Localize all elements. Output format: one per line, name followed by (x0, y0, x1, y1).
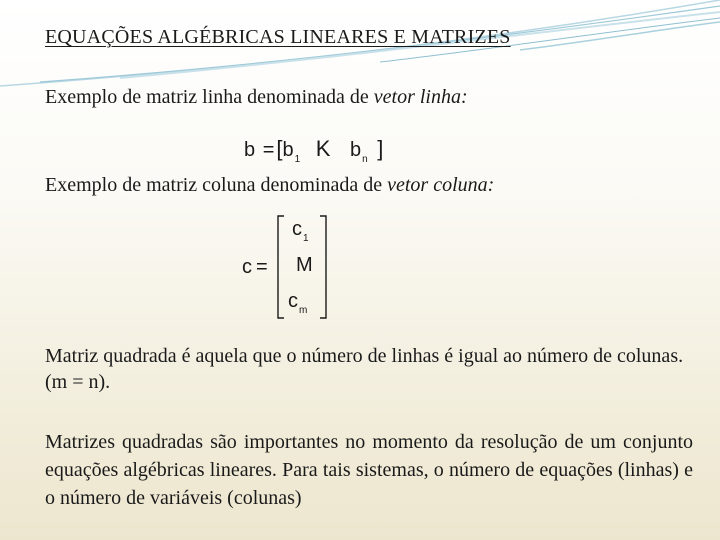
col-vector-right-bracket (318, 214, 328, 320)
row-vector-first-sub: 1 (294, 154, 301, 165)
row-vector-lhs: b (244, 139, 256, 161)
col-vector-description (45, 172, 494, 198)
col-vector-ellipsis: M (296, 254, 313, 276)
row-vector-last: b (350, 139, 362, 161)
col-vector-left-bracket (276, 214, 286, 320)
col-vector-first-letter: c (292, 218, 302, 240)
square-matrix-definition: Matriz quadrada é aquela que o número de linhas é igual ao número de colunas. (m = n). (45, 345, 684, 393)
slide-title: EQUAÇÕES ALGÉBRICAS LINEARES E MATRIZES (45, 26, 511, 48)
row-vector-term: vetor linha: (373, 86, 468, 108)
col-vector-formula (240, 214, 340, 320)
col-vector-equals: = (256, 256, 268, 278)
col-vector-last-letter: c (288, 290, 298, 312)
col-vector-last-sub: m (299, 305, 308, 316)
row-vector-first: b (282, 139, 294, 161)
row-vector-open-bracket: [ (276, 136, 283, 161)
row-vector-equals: = (262, 139, 275, 161)
row-vector-description (45, 84, 468, 110)
row-vector-text: Exemplo de matriz linha denominada de (45, 86, 374, 108)
square-matrix-importance: Matrizes quadradas são importantes no momento da resolução de um conjunto equações algébricas lineares. Para tais sistemas, o número de equações (linhas) e o número de variáveis (colunas) (45, 431, 693, 509)
col-vector-first-sub: 1 (303, 233, 309, 244)
col-vector-term: vetor coluna: (387, 174, 495, 196)
col-vector-text: Exemplo de matriz coluna denominada de (45, 174, 388, 196)
col-vector-first (292, 218, 309, 244)
col-vector-lhs: c (242, 256, 252, 278)
row-vector-close-bracket: ] (377, 136, 384, 161)
row-vector-ellipsis: K (315, 136, 331, 161)
row-vector-last-sub: n (362, 154, 368, 165)
row-vector-formula (244, 136, 383, 165)
col-vector-last (288, 290, 307, 316)
